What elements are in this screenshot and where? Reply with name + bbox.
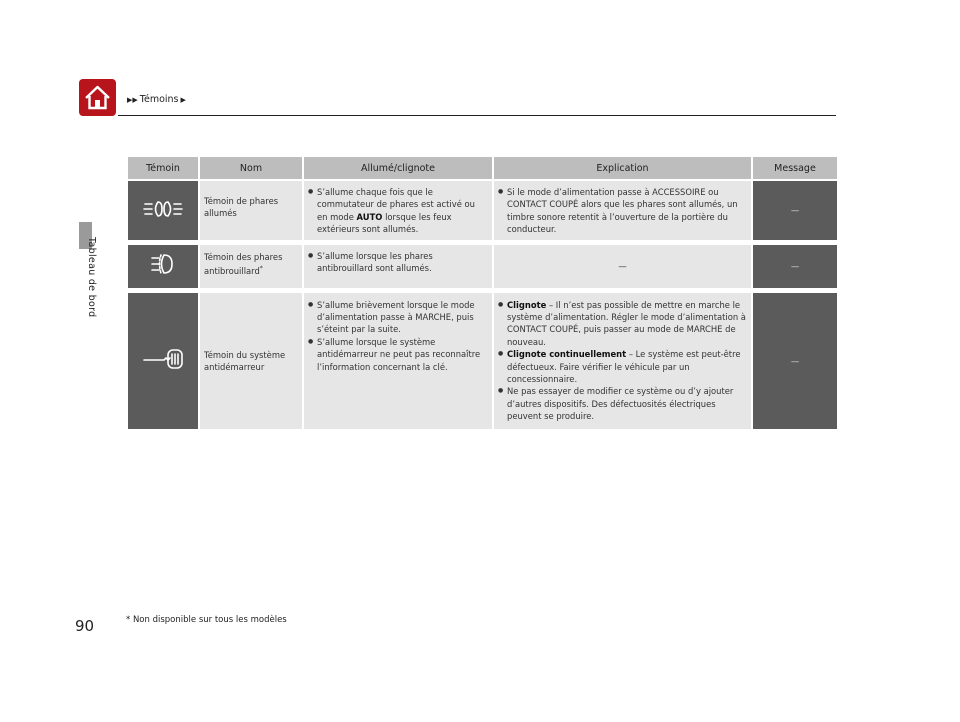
on-blink-item: ● S’allume brièvement lorsque le mode d’alimentation passe à MARCHE, puis s’éteint par la suite.: [308, 299, 488, 336]
home-icon: [79, 79, 116, 116]
message-cell: —: [752, 242, 838, 290]
explication-item: ● Clignote – Il n’est pas possible de mettre en marche le système d’alimentation. Régler le mode d’alimentation à CONTACT COUPÉ, puis passer au mode de MARCHE de nouveau.: [498, 299, 747, 349]
breadcrumb-link[interactable]: Témoins: [139, 94, 179, 105]
indicator-name: Témoin des phares antibrouillard*: [199, 242, 303, 290]
footnote-mark: *: [259, 265, 263, 273]
breadcrumb-arrow-icon: ▶▶: [127, 95, 138, 104]
col-header-allume: Allumé/clignote: [303, 157, 493, 180]
table-row: [127, 180, 838, 242]
on-blink-item: ● S’allume lorsque les phares antibrouillard sont allumés.: [308, 250, 488, 275]
breadcrumb: [127, 94, 186, 105]
indicator-name: Témoin du système antidémarreur: [199, 290, 303, 430]
message-cell: —: [752, 180, 838, 242]
indicator-icon-cell: [127, 290, 199, 430]
home-button[interactable]: [79, 79, 116, 116]
explication-item: ● Ne pas essayer de modifier ce système ou d’y ajouter d’autres dispositifs. Des défectuosités électriques peuvent se produire.: [498, 385, 747, 422]
fog-light-icon: [147, 252, 179, 276]
headlight-icon: [141, 198, 185, 220]
col-header-message: Message: [752, 157, 838, 180]
table-row: [127, 290, 838, 430]
explication-cell: —: [493, 242, 752, 290]
on-blink-item: ● S’allume lorsque le système antidémarreur ne peut pas reconnaître l’information concernant la clé.: [308, 336, 488, 373]
on-blink-cell: [303, 290, 493, 430]
indicator-icon-cell: [127, 242, 199, 290]
explication-item: ● Si le mode d’alimentation passe à ACCESSOIRE ou CONTACT COUPÉ alors que les phares sont allumés, un timbre sonore retentit à l’ouverture de la portière du conducteur.: [498, 186, 747, 236]
indicator-table: [126, 157, 839, 431]
on-blink-cell: [303, 180, 493, 242]
header-divider: [118, 115, 836, 116]
message-cell: —: [752, 290, 838, 430]
footnote: * Non disponible sur tous les modèles: [126, 615, 287, 625]
breadcrumb-arrow-icon: ▶: [180, 95, 186, 104]
col-header-explication: Explication: [493, 157, 752, 180]
col-header-nom: Nom: [199, 157, 303, 180]
explication-item: ● Clignote continuellement – Le système est peut-être défectueux. Faire vérifier le véhicule par un concessionnaire.: [498, 348, 747, 385]
col-header-temoin: Témoin: [127, 157, 199, 180]
table-row: [127, 242, 838, 290]
on-blink-cell: [303, 242, 493, 290]
explication-cell: [493, 290, 752, 430]
immobilizer-key-icon: [141, 346, 185, 372]
indicator-icon-cell: [127, 180, 199, 242]
on-blink-item: ● S’allume chaque fois que le commutateur de phares est activé ou en mode AUTO lorsque les feux extérieurs sont allumés.: [308, 186, 488, 236]
table-header-row: [127, 157, 838, 180]
page-number: 90: [75, 617, 95, 635]
section-label: Tableau de bord: [86, 237, 97, 318]
explication-cell: [493, 180, 752, 242]
indicator-name: Témoin de phares allumés: [199, 180, 303, 242]
